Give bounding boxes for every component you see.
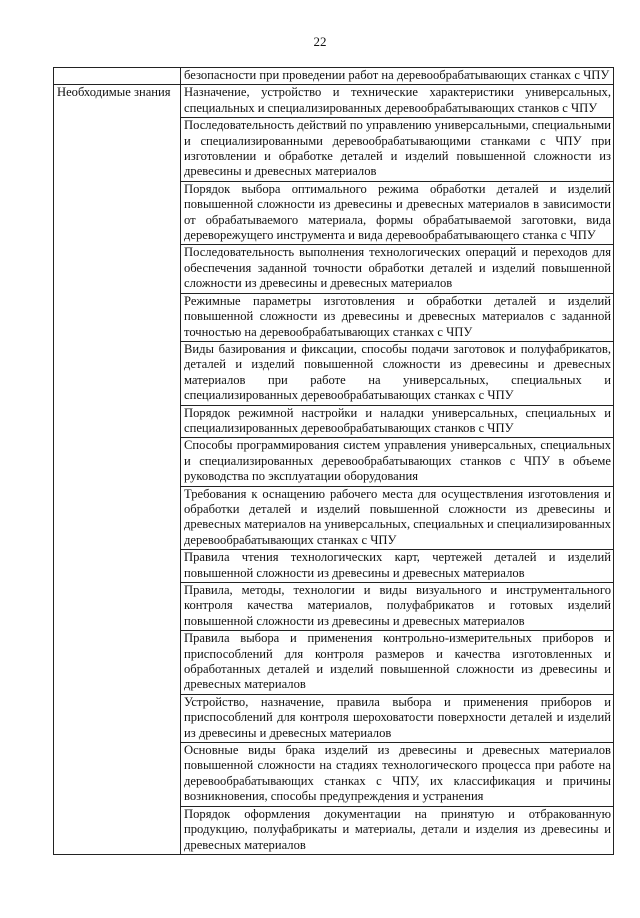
table-row xyxy=(54,68,614,85)
knowledge-item: Правила чтения технологических карт, чертежей деталей и изделий повышенной сложности из древесины и древесных материалов xyxy=(181,550,614,583)
knowledge-item: Правила выбора и применения контрольно-измерительных приборов и приспособлений для контроля размеров и качества изготовленных и обработанных деталей и изделий повышенной сложности из древесины и древесных материалов xyxy=(181,631,614,695)
knowledge-item: Правила, методы, технологии и виды визуального и инструментального контроля качества материалов, полуфабрикатов и готовых изделий повышенной сложности из древесины и древесных материалов xyxy=(181,583,614,631)
knowledge-item: Порядок режимной настройки и наладки универсальных, специальных и специализированных деревообрабатывающих станков с ЧПУ xyxy=(181,405,614,438)
knowledge-item: Последовательность действий по управлению универсальными, специальными и специализированными деревообрабатывающими станками с ЧПУ при изготовлении и обработке деталей и изделий повышенной сложности из древесины и древесных материалов xyxy=(181,118,614,182)
knowledge-item: Последовательность выполнения технологических операций и переходов для обеспечения заданной точности обработки деталей и изделий повышенной сложности из древесины и древесных материалов xyxy=(181,245,614,293)
page-number: 22 xyxy=(313,34,327,49)
requirements-table xyxy=(53,67,614,855)
table-row xyxy=(54,85,614,118)
knowledge-item: Основные виды брака изделий из древесины и древесных материалов повышенной сложности на стадиях технологического процесса при работе на деревообрабатывающих станках с ЧПУ, их классификация и причины возникновения, способы предупреждения и устранения xyxy=(181,743,614,807)
knowledge-item: Виды базирования и фиксации, способы подачи заготовок и полуфабрикатов, деталей и изделий повышенной сложности из древесины и древесных материалов при работе на универсальных, специальных и специализированных деревообрабатывающих станках с ЧПУ xyxy=(181,341,614,405)
knowledge-item: Порядок оформления документации на принятую и отбракованную продукцию, полуфабрикаты и материалы, детали и изделия из древесины и древесных материалов xyxy=(181,806,614,854)
knowledge-item: Порядок выбора оптимального режима обработки деталей и изделий повышенной сложности из древесины и древесных материалов в зависимости от обрабатываемого материала, формы обрабатываемой заготовки, вида дереворежущего инструмента и вида деревообрабатывающего станка с ЧПУ xyxy=(181,181,614,245)
empty-label-cell xyxy=(54,68,181,85)
knowledge-item: Устройство, назначение, правила выбора и применения приборов и приспособлений для контроля шероховатости поверхности деталей и изделий из древесины и древесных материалов xyxy=(181,694,614,742)
knowledge-item: Режимные параметры изготовления и обработки деталей и изделий повышенной сложности из древесины и древесных материалов с заданной точностью на деревообрабатывающих станках с ЧПУ xyxy=(181,293,614,341)
knowledge-item: Требования к оснащению рабочего места для осуществления изготовления и обработки деталей и изделий повышенной сложности из древесины и древесных материалов на универсальных, специальных и специализированных деревообрабатывающих станках с ЧПУ xyxy=(181,486,614,550)
continued-text-cell: безопасности при проведении работ на деревообрабатывающих станках с ЧПУ xyxy=(181,68,614,85)
section-label: Необходимые знания xyxy=(54,85,181,855)
knowledge-item: Назначение, устройство и технические характеристики универсальных, специальных и специализированных деревообрабатывающих станков с ЧПУ xyxy=(181,85,614,118)
knowledge-item: Способы программирования систем управления универсальных, специальных и специализированных деревообрабатывающих станков с ЧПУ в объеме руководства по эксплуатации оборудования xyxy=(181,438,614,486)
